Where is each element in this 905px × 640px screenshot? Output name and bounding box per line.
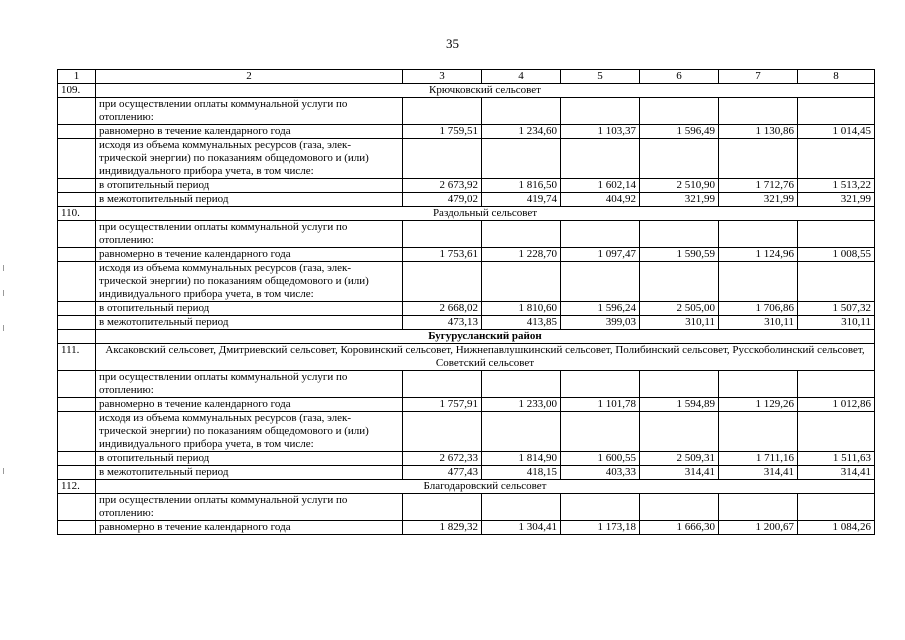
empty-index-cell [58, 193, 96, 207]
empty-index-cell [58, 521, 96, 535]
value-cell: 1 103,37 [561, 125, 640, 139]
section-row [58, 84, 875, 98]
value-cell: 1 829,32 [403, 521, 482, 535]
empty-index-cell [58, 316, 96, 330]
table-row [58, 398, 875, 412]
margin-scan-mark [3, 265, 4, 271]
empty-value-cell [403, 494, 482, 521]
description-row [58, 371, 875, 398]
empty-value-cell [403, 412, 482, 452]
empty-value-cell [403, 221, 482, 248]
value-cell: 1 200,67 [719, 521, 798, 535]
row-label: равномерно в течение календарного года [96, 521, 403, 535]
value-cell: 2 673,92 [403, 179, 482, 193]
empty-value-cell [719, 494, 798, 521]
row-label: в отопительный период [96, 302, 403, 316]
empty-index-cell [58, 98, 96, 125]
empty-value-cell [482, 98, 561, 125]
row-label: в межотопительный период [96, 316, 403, 330]
value-cell: 1 124,96 [719, 248, 798, 262]
table-row [58, 316, 875, 330]
column-header: 8 [798, 70, 875, 84]
value-cell: 1 101,78 [561, 398, 640, 412]
empty-value-cell [640, 412, 719, 452]
description-row [58, 139, 875, 179]
table-row [58, 193, 875, 207]
value-cell: 479,02 [403, 193, 482, 207]
row-description: при осуществлении оплаты коммунальной услуги по отоплению: [96, 98, 403, 125]
description-row [58, 98, 875, 125]
empty-value-cell [561, 262, 640, 302]
description-row [58, 221, 875, 248]
row-label: в межотопительный период [96, 193, 403, 207]
table-body [58, 70, 875, 535]
empty-value-cell [640, 139, 719, 179]
value-cell: 1 816,50 [482, 179, 561, 193]
row-label: в отопительный период [96, 452, 403, 466]
row-label: в отопительный период [96, 179, 403, 193]
value-cell: 2 509,31 [640, 452, 719, 466]
row-index: 109. [58, 84, 96, 98]
value-cell: 321,99 [719, 193, 798, 207]
value-cell: 399,03 [561, 316, 640, 330]
value-cell: 1 810,60 [482, 302, 561, 316]
empty-index-cell [58, 330, 96, 344]
empty-value-cell [482, 412, 561, 452]
empty-value-cell [798, 494, 875, 521]
description-row [58, 412, 875, 452]
empty-index-cell [58, 398, 96, 412]
value-cell: 1 511,63 [798, 452, 875, 466]
row-label: в межотопительный период [96, 466, 403, 480]
column-header: 5 [561, 70, 640, 84]
empty-value-cell [403, 139, 482, 179]
value-cell: 1 513,22 [798, 179, 875, 193]
row-index: 110. [58, 207, 96, 221]
value-cell: 1 596,49 [640, 125, 719, 139]
column-header: 7 [719, 70, 798, 84]
empty-value-cell [561, 139, 640, 179]
value-cell: 1 706,86 [719, 302, 798, 316]
value-cell: 1 008,55 [798, 248, 875, 262]
empty-value-cell [482, 371, 561, 398]
value-cell: 314,41 [798, 466, 875, 480]
empty-value-cell [719, 371, 798, 398]
value-cell: 2 672,33 [403, 452, 482, 466]
empty-value-cell [719, 139, 798, 179]
empty-index-cell [58, 248, 96, 262]
table-row [58, 125, 875, 139]
value-cell: 1 012,86 [798, 398, 875, 412]
value-cell: 477,43 [403, 466, 482, 480]
row-index: 112. [58, 480, 96, 494]
value-cell: 1 084,26 [798, 521, 875, 535]
section-row [58, 480, 875, 494]
row-description: исходя из объема коммунальных ресурсов (газа, элек-трической энергии) по показаниям общедомового и (или) индивидуального прибора учета, в том числе: [96, 139, 403, 179]
value-cell: 1 014,45 [798, 125, 875, 139]
value-cell: 1 233,00 [482, 398, 561, 412]
empty-value-cell [403, 262, 482, 302]
margin-scan-mark [3, 290, 4, 296]
empty-value-cell [561, 371, 640, 398]
value-cell: 1 130,86 [719, 125, 798, 139]
empty-index-cell [58, 494, 96, 521]
empty-value-cell [561, 98, 640, 125]
value-cell: 1 590,59 [640, 248, 719, 262]
value-cell: 310,11 [798, 316, 875, 330]
value-cell: 321,99 [798, 193, 875, 207]
value-cell: 1 304,41 [482, 521, 561, 535]
description-row [58, 262, 875, 302]
value-cell: 310,11 [640, 316, 719, 330]
empty-index-cell [58, 262, 96, 302]
empty-value-cell [798, 221, 875, 248]
value-cell: 1 129,26 [719, 398, 798, 412]
empty-index-cell [58, 221, 96, 248]
value-cell: 1 814,90 [482, 452, 561, 466]
row-label: равномерно в течение календарного года [96, 398, 403, 412]
column-header: 6 [640, 70, 719, 84]
empty-value-cell [640, 221, 719, 248]
value-cell: 1 228,70 [482, 248, 561, 262]
row-label: равномерно в течение календарного года [96, 125, 403, 139]
empty-index-cell [58, 125, 96, 139]
value-cell: 418,15 [482, 466, 561, 480]
row-description: исходя из объема коммунальных ресурсов (газа, элек-трической энергии) по показаниям общедомового и (или) индивидуального прибора учета, в том числе: [96, 412, 403, 452]
value-cell: 403,33 [561, 466, 640, 480]
column-header: 2 [96, 70, 403, 84]
value-cell: 1 666,30 [640, 521, 719, 535]
empty-index-cell [58, 371, 96, 398]
value-cell: 314,41 [719, 466, 798, 480]
value-cell: 413,85 [482, 316, 561, 330]
column-header: 1 [58, 70, 96, 84]
table-row [58, 452, 875, 466]
value-cell: 1 712,76 [719, 179, 798, 193]
value-cell: 1 596,24 [561, 302, 640, 316]
empty-value-cell [482, 221, 561, 248]
row-description: при осуществлении оплаты коммунальной услуги по отоплению: [96, 221, 403, 248]
section-title: Раздольный сельсовет [96, 207, 875, 221]
value-cell: 1 234,60 [482, 125, 561, 139]
empty-value-cell [640, 98, 719, 125]
empty-index-cell [58, 452, 96, 466]
empty-value-cell [798, 139, 875, 179]
row-description: при осуществлении оплаты коммунальной услуги по отоплению: [96, 494, 403, 521]
table-row [58, 248, 875, 262]
empty-index-cell [58, 179, 96, 193]
value-cell: 473,13 [403, 316, 482, 330]
empty-value-cell [719, 262, 798, 302]
empty-value-cell [719, 412, 798, 452]
empty-value-cell [482, 494, 561, 521]
empty-value-cell [561, 494, 640, 521]
empty-index-cell [58, 466, 96, 480]
table-row [58, 521, 875, 535]
table-row [58, 179, 875, 193]
value-cell: 1 097,47 [561, 248, 640, 262]
table-row [58, 466, 875, 480]
empty-index-cell [58, 139, 96, 179]
value-cell: 1 711,16 [719, 452, 798, 466]
value-cell: 310,11 [719, 316, 798, 330]
empty-value-cell [403, 371, 482, 398]
empty-value-cell [482, 139, 561, 179]
value-cell: 314,41 [640, 466, 719, 480]
value-cell: 404,92 [561, 193, 640, 207]
empty-value-cell [561, 412, 640, 452]
row-description: исходя из объема коммунальных ресурсов (газа, элек-трической энергии) по показаниям общедомового и (или) индивидуального прибора учета, в том числе: [96, 262, 403, 302]
column-header: 4 [482, 70, 561, 84]
empty-value-cell [719, 98, 798, 125]
empty-value-cell [482, 262, 561, 302]
value-cell: 1 600,55 [561, 452, 640, 466]
margin-scan-mark [3, 468, 4, 474]
empty-value-cell [640, 262, 719, 302]
value-cell: 1 757,91 [403, 398, 482, 412]
value-cell: 1 594,89 [640, 398, 719, 412]
row-index: 111. [58, 344, 96, 371]
empty-value-cell [640, 371, 719, 398]
description-row [58, 494, 875, 521]
value-cell: 1 507,32 [798, 302, 875, 316]
tariff-table [57, 69, 875, 535]
empty-value-cell [798, 262, 875, 302]
value-cell: 1 753,61 [403, 248, 482, 262]
empty-index-cell [58, 412, 96, 452]
district-title: Бугурусланский район [96, 330, 875, 344]
value-cell: 321,99 [640, 193, 719, 207]
district-row [58, 330, 875, 344]
empty-value-cell [403, 98, 482, 125]
value-cell: 2 668,02 [403, 302, 482, 316]
margin-scan-mark [3, 325, 4, 331]
value-cell: 419,74 [482, 193, 561, 207]
empty-value-cell [640, 494, 719, 521]
empty-value-cell [798, 98, 875, 125]
empty-value-cell [719, 221, 798, 248]
table-row [58, 302, 875, 316]
row-description: при осуществлении оплаты коммунальной услуги по отоплению: [96, 371, 403, 398]
section-title: Аксаковский сельсовет, Дмитриевский сельсовет, Коровинский сельсовет, Нижнепавлушкинский сельсовет, Полибинский сельсовет, Русскоболинский сельсовет, Советский сельсовет [96, 344, 875, 371]
empty-value-cell [798, 371, 875, 398]
empty-value-cell [798, 412, 875, 452]
empty-value-cell [561, 221, 640, 248]
column-header: 3 [403, 70, 482, 84]
row-label: равномерно в течение календарного года [96, 248, 403, 262]
section-title: Крючковский сельсовет [96, 84, 875, 98]
empty-index-cell [58, 302, 96, 316]
section-row [58, 344, 875, 371]
section-row [58, 207, 875, 221]
value-cell: 2 505,00 [640, 302, 719, 316]
page-number: 35 [446, 36, 459, 51]
value-cell: 1 602,14 [561, 179, 640, 193]
value-cell: 1 173,18 [561, 521, 640, 535]
value-cell: 2 510,90 [640, 179, 719, 193]
section-title: Благодаровский сельсовет [96, 480, 875, 494]
value-cell: 1 759,51 [403, 125, 482, 139]
column-header-row [58, 70, 875, 84]
